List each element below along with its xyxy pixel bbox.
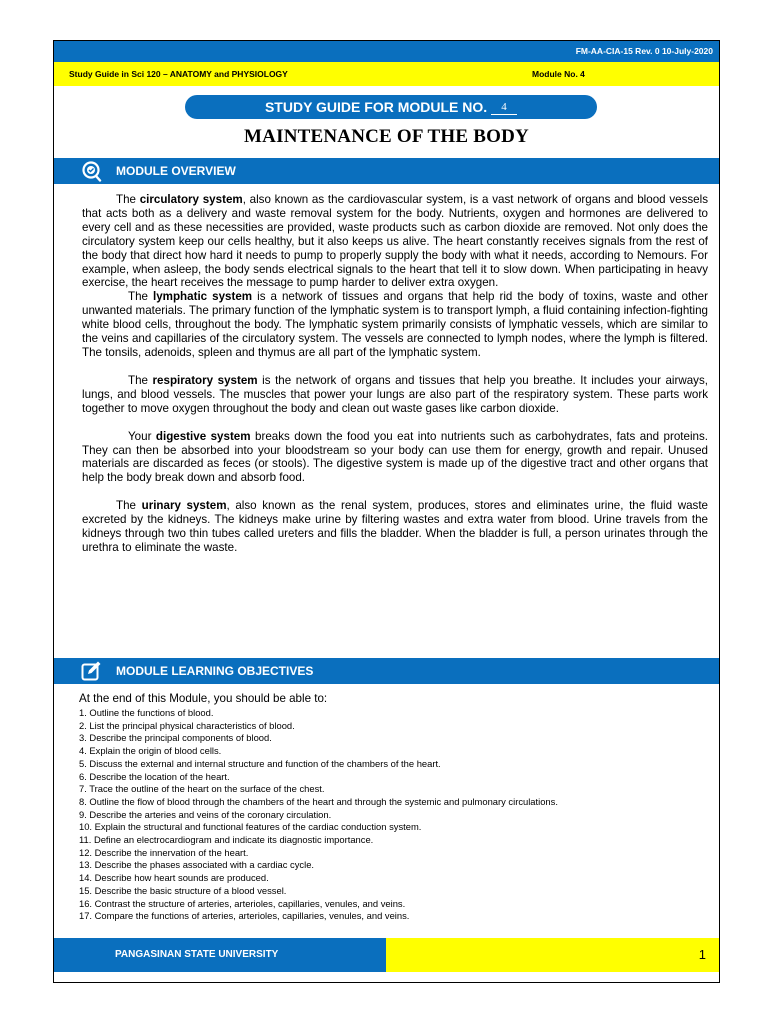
objective-item: 5. Discuss the external and internal structure and function of the chambers of the heart. bbox=[79, 757, 441, 769]
term-lymphatic-system: lymphatic system bbox=[153, 290, 253, 304]
study-guide-number: 4 bbox=[491, 100, 517, 115]
study-guide-label: STUDY GUIDE FOR MODULE NO. bbox=[264, 99, 492, 115]
objective-item: 16. Contrast the structure of arteries, arterioles, capillaries, venules, and veins. bbox=[79, 897, 406, 909]
objectives-intro: At the end of this Module, you should be able to: bbox=[79, 692, 328, 705]
objective-item: 8. Outline the flow of blood through the chambers of the heart and through the systemic and pulmonary circulations. bbox=[79, 795, 558, 807]
objective-item: 1. Outline the functions of blood. bbox=[79, 707, 214, 718]
footer-university-bar bbox=[54, 938, 386, 972]
objective-item: 9. Describe the arteries and veins of the coronary circulation. bbox=[79, 808, 332, 820]
page-title: MAINTENANCE OF THE BODY bbox=[244, 126, 529, 147]
objective-item: 12. Describe the innervation of the heart. bbox=[79, 846, 249, 858]
form-code-bar bbox=[54, 41, 719, 62]
course-title: Study Guide in Sci 120 – ANATOMY and PHYSIOLOGY bbox=[69, 69, 288, 79]
objective-item: 4. Explain the origin of blood cells. bbox=[79, 745, 222, 757]
term-digestive-system: digestive system bbox=[155, 429, 251, 443]
edit-icon bbox=[80, 660, 102, 682]
objective-item: 13. Describe the phases associated with a cardiac cycle. bbox=[79, 859, 315, 871]
objective-item: 2. List the principal physical characteristics of blood. bbox=[79, 719, 295, 731]
paragraph-respiratory: The respiratory system is the network of organs and tissues that help you breathe. It includes your airways, lungs, and blood vessels. The muscles that power your lungs are also part of the respiratory system. These parts work together to move oxygen throughout the body and clean out waste gases like carbon dioxide. bbox=[82, 373, 708, 415]
footer-page-bar bbox=[386, 938, 719, 972]
magnifier-icon bbox=[80, 160, 102, 182]
page-number: 1 bbox=[698, 947, 706, 962]
objective-item: 15. Describe the basic structure of a blood vessel. bbox=[79, 884, 287, 896]
overview-body bbox=[82, 193, 708, 569]
term-respiratory-system: respiratory system bbox=[152, 373, 258, 387]
objective-item: 11. Define an electrocardiogram and indicate its diagnostic importance. bbox=[79, 834, 374, 846]
module-overview-heading: MODULE OVERVIEW bbox=[116, 164, 236, 178]
study-guide-banner bbox=[185, 95, 597, 119]
paragraph-digestive: Your digestive system breaks down the food you eat into nutrients such as carbohydrates, fats and proteins. They can then be absorbed into your bloodstream so your body can use them for energy, growth and repair. Unused materials are discarded as feces (or stools). The digestive system is made up of the digestive tract and other organs that help the body break down and absorb food. bbox=[82, 429, 709, 485]
objectives-list bbox=[79, 707, 558, 923]
term-urinary-system: urinary system bbox=[141, 499, 227, 513]
form-code: FM-AA-CIA-15 Rev. 0 10-July-2020 bbox=[575, 46, 713, 56]
objective-item: 6. Describe the location of the heart. bbox=[79, 770, 230, 782]
paragraph-circulatory: The circulatory system, also known as the cardiovascular system, is a vast network of organs and blood vessels that acts both as a delivery and waste removal system for the body. Nutrients, oxygen and hormones are delivered to every cell and as these necessities are provided, waste products such as carbon dioxide are removed. Not only does the circulatory system keep our cells healthy, but it also keeps us alive. The heart constantly receives signals from the rest of the body that direct how hard it needs to pump to properly supply the body with what it needs, according to Nemours. For example, when asleep, the body sends electrical signals to the heart that tell it to slow down. When participating in heavy exercise, the heart receives the message to pump harder to deliver extra oxygen. bbox=[82, 193, 708, 290]
objective-item: 14. Describe how heart sounds are produced. bbox=[79, 872, 269, 884]
module-overview-header bbox=[54, 158, 719, 184]
module-objectives-heading: MODULE LEARNING OBJECTIVES bbox=[116, 664, 314, 678]
course-bar bbox=[54, 62, 719, 86]
objective-item: 3. Describe the principal components of blood. bbox=[79, 732, 272, 744]
module-number: Module No. 4 bbox=[532, 69, 585, 79]
university-name: PANGASINAN STATE UNIVERSITY bbox=[115, 949, 279, 960]
paragraph-lymphatic: The lymphatic system is a network of tissues and organs that help rid the body of toxins, waste and other unwanted materials. The primary function of the lymphatic system is to transport lymph, a fluid containing infection-fighting white blood cells, throughout the body. The lymphatic system primarily consists of lymphatic vessels, which are similar to the veins and capillaries of the circulatory system. The vessels are connected to lymph nodes, where the lymph is filtered. The tonsils, adenoids, spleen and thymus are all part of the lymphatic system. bbox=[82, 290, 708, 359]
module-objectives-header bbox=[54, 658, 719, 684]
term-circulatory-system: circulatory system bbox=[139, 193, 243, 206]
paragraph-urinary: The urinary system, also known as the renal system, produces, stores and eliminates urine, the fluid waste excreted by the kidneys. The kidneys make urine by filtering wastes and extra water from blood. Urine travels from the kidneys through two thin tubes called ureters and fills the bladder. When the bladder is full, a person urinates through the urethra to eliminate the waste. bbox=[82, 499, 708, 554]
objective-item: 17. Compare the functions of arteries, arterioles, capillaries, venules, and veins. bbox=[79, 910, 410, 922]
objective-item: 10. Explain the structural and functional features of the cardiac conduction system. bbox=[79, 821, 422, 833]
objective-item: 7. Trace the outline of the heart on the surface of the chest. bbox=[79, 783, 325, 795]
